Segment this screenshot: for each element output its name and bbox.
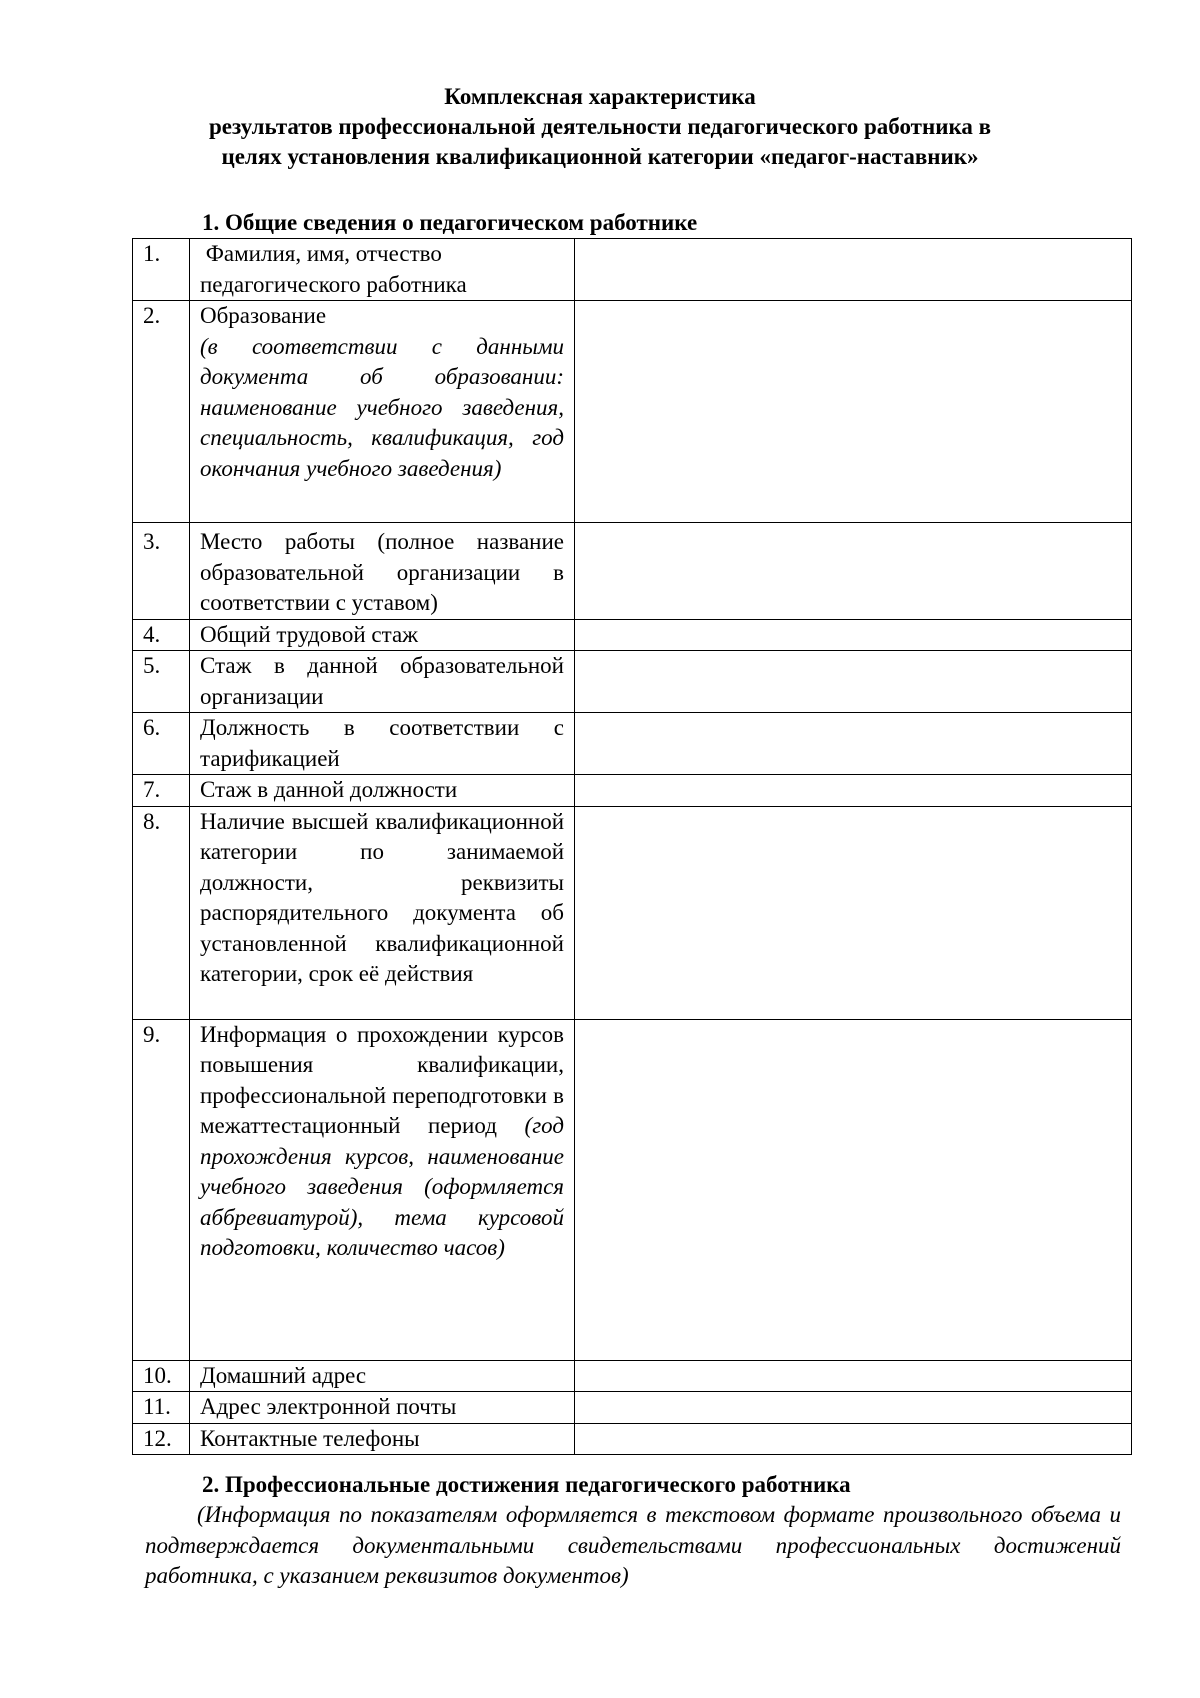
row-label: Место работы (полное название образовательной организации в соответствии с уставом) [190,523,575,620]
row-label: Фамилия, имя, отчество педагогического работника [190,239,575,301]
row-number: 5. [133,651,190,713]
document-title [0,82,1200,172]
row-label: Стаж в данной образовательной организации [190,651,575,713]
row-label: Домашний адрес [190,1360,575,1392]
row-label: Должность в соответствии с тарификацией [190,713,575,775]
row-number: 12. [133,1423,190,1455]
row-number: 10. [133,1360,190,1392]
table-row [133,806,1132,1019]
row-label: Информация о прохождении курсов повышения квалификации, профессиональной переподготовки в межаттестационный период (год прохождения курсов, наименование учебного заведения (оформляется аббревиатурой), тема курсовой подготовки, количество часов) [190,1019,575,1360]
section-1-heading: 1. Общие сведения о педагогическом работнике [202,210,698,235]
table-row [133,1423,1132,1455]
row-value-cell[interactable] [575,1392,1132,1424]
table-row [133,1392,1132,1424]
table-row [133,1019,1132,1360]
row-number: 1. [133,239,190,301]
row-number: 8. [133,806,190,1019]
row-value-cell[interactable] [575,713,1132,775]
row-value-cell[interactable] [575,806,1132,1019]
row-number: 7. [133,775,190,807]
row-number: 6. [133,713,190,775]
row-label: Наличие высшей квалификационной категории по занимаемой должности, реквизиты распорядительного документа об установленной квалификационной категории, срок её действия [190,806,575,1019]
row-label: Общий трудовой стаж [190,619,575,651]
row-value-cell[interactable] [575,1360,1132,1392]
row-label-note: (в соответствии с данными документа об образовании: наименование учебного заведения, специальность, квалификация, год окончания учебного заведения) [200,333,564,481]
row-label: Стаж в данной должности [190,775,575,807]
row-value-cell[interactable] [575,1423,1132,1455]
row-number: 2. [133,301,190,523]
title-line-3: целях установления квалификационной категории «педагог-наставник» [221,144,979,169]
row-value-cell[interactable] [575,619,1132,651]
row-label: Адрес электронной почты [190,1392,575,1424]
table-row [133,619,1132,651]
table-row [133,239,1132,301]
row-number: 4. [133,619,190,651]
table-row [133,713,1132,775]
row-number: 3. [133,523,190,620]
general-info-table [132,238,1132,1455]
table-row [133,651,1132,713]
section-2-note: (Информация по показателям оформляется в текстовом формате произвольного объема и подтверждается документальными свидетельствами профессиональных достижений работника, с указанием реквизитов документов) [145,1502,1121,1588]
row-value-cell[interactable] [575,651,1132,713]
section-2-heading: 2. Профессиональные достижения педагогического работника [202,1472,851,1497]
row-label: Образование (в соответствии с данными документа об образовании: наименование учебного заведения, специальность, квалификация, год окончания учебного заведения) [190,301,575,523]
row-label: Контактные телефоны [190,1423,575,1455]
table-row [133,523,1132,620]
table-row [133,775,1132,807]
row-value-cell[interactable] [575,239,1132,301]
row-number: 11. [133,1392,190,1424]
title-line-2: результатов профессиональной деятельности педагогического работника в [208,114,992,139]
row-label-note: (год прохождения курсов, наименование учебного заведения (оформляется аббревиатурой), тема курсовой подготовки, количество часов) [200,1113,565,1260]
title-line-1: Комплексная характеристика [444,84,756,109]
table-row [133,1360,1132,1392]
row-value-cell[interactable] [575,301,1132,523]
row-value-cell[interactable] [575,775,1132,807]
row-value-cell[interactable] [575,523,1132,620]
row-value-cell[interactable] [575,1019,1132,1360]
row-number: 9. [133,1019,190,1360]
table-row [133,301,1132,523]
